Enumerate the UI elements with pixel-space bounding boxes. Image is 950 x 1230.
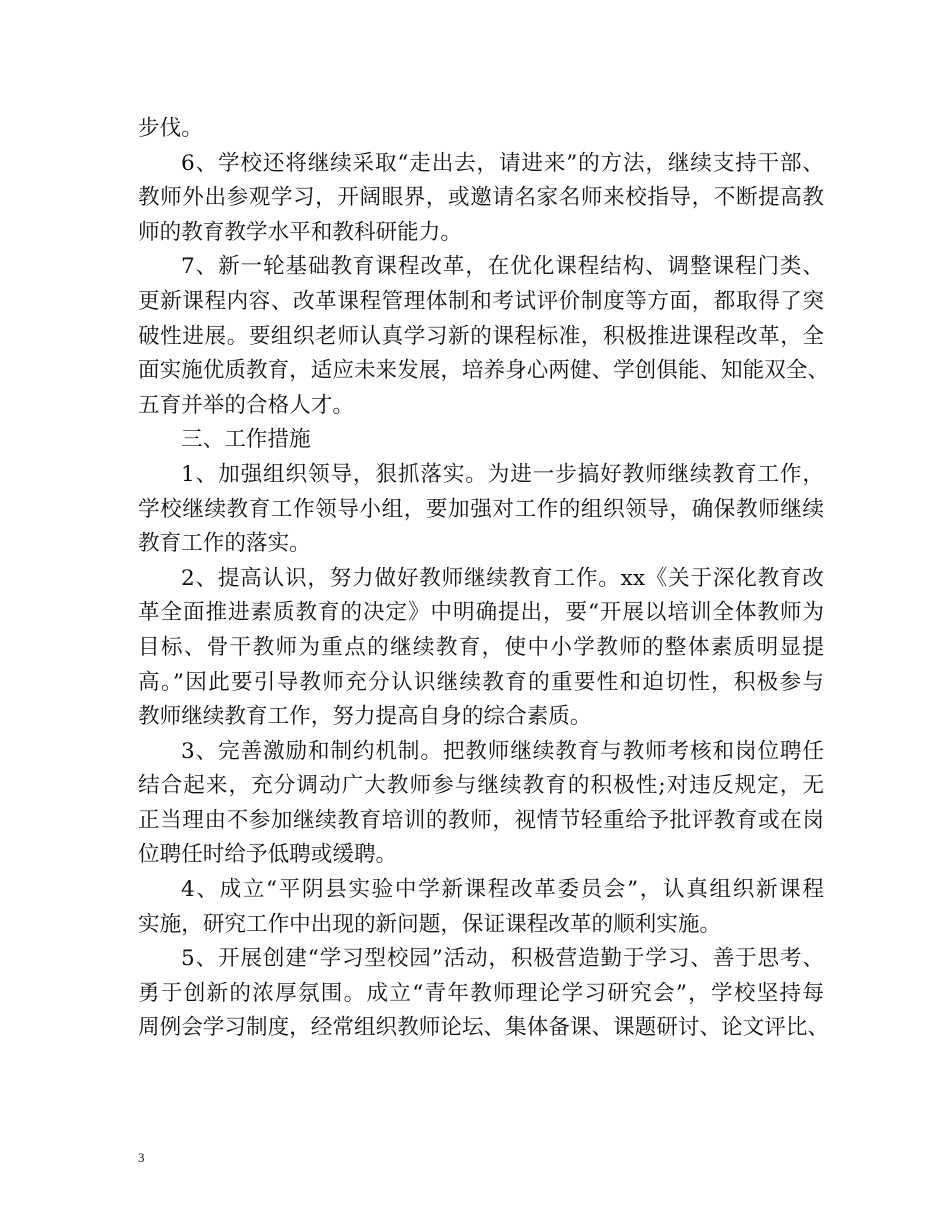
text-line: 学校继续教育工作领导小组，要加强对工作的组织领导，确保教师继续 [138, 496, 824, 522]
text-line: 步伐。 [138, 116, 203, 141]
document-body [138, 112, 830, 1046]
text-line: 正当理由不参加继续教育培训的教师，视情节轻重给予批评教育或在岗 [138, 807, 824, 833]
text-line: 6、学校还将继续采取“走出去，请进来”的方法，继续支持干部、 [181, 150, 824, 176]
text-line: 五育并举的合格人才。 [138, 392, 354, 418]
text-line: 师的教育教学水平和教科研能力。 [138, 219, 462, 245]
text-line: 结合起来，充分调动广大教师参与继续教育的积极性;对违反规定，无 [138, 773, 824, 799]
text-line: 勇于创新的浓厚氛围。成立“青年教师理论学习研究会”，学校坚持每 [138, 980, 824, 1006]
text-line: 革全面推进素质教育的决定》中明确提出，要“开展以培训全体教师为 [138, 600, 824, 626]
text-line: 5、开展创建“学习型校园”活动，积极营造勤于学习、善于思考、 [181, 946, 824, 972]
text-line: 三、工作措施 [181, 427, 311, 453]
text-line: 教育工作的落实。 [138, 531, 311, 557]
document-text [138, 112, 830, 1046]
text-line: 2、提高认识，努力做好教师继续教育工作。xx《关于深化教育改 [181, 565, 824, 591]
text-line: 7、新一轮基础教育课程改革，在优化课程结构、调整课程门类、 [181, 254, 824, 280]
text-line: 3、完善激励和制约机制。把教师继续教育与教师考核和岗位聘任 [181, 738, 824, 764]
text-line: 高。”因此要引导教师充分认识继续教育的重要性和迫切性，积极参与 [138, 669, 824, 695]
text-line: 实施，研究工作中出现的新问题，保证课程改革的顺利实施。 [138, 911, 722, 937]
text-line: 破性进展。要组织老师认真学习新的课程标准，积极推进课程改革，全 [138, 323, 824, 349]
text-line: 教师继续教育工作，努力提高自身的综合素质。 [138, 704, 592, 730]
text-line: 目标、骨干教师为重点的继续教育，使中小学教师的整体素质明显提 [138, 634, 824, 660]
text-line: 1、加强组织领导，狠抓落实。为进一步搞好教师继续教育工作， [181, 461, 824, 487]
text-line: 4、成立“平阴县实验中学新课程改革委员会”，认真组织新课程 [181, 877, 824, 903]
text-line: 周例会学习制度，经常组织教师论坛、集体备课、课题研讨、论文评比、 [138, 1015, 830, 1041]
page-number: 3 [138, 1150, 145, 1165]
text-line: 面实施优质教育，适应未来发展，培养身心两健、学创俱能、知能双全、 [138, 358, 830, 384]
text-line: 更新课程内容、改革课程管理体制和考试评价制度等方面，都取得了突 [138, 288, 824, 314]
text-line: 教师外出参观学习，开阔眼界，或邀请名家名师来校指导，不断提高教 [138, 185, 824, 211]
text-line: 位聘任时给予低聘或缓聘。 [138, 842, 398, 868]
